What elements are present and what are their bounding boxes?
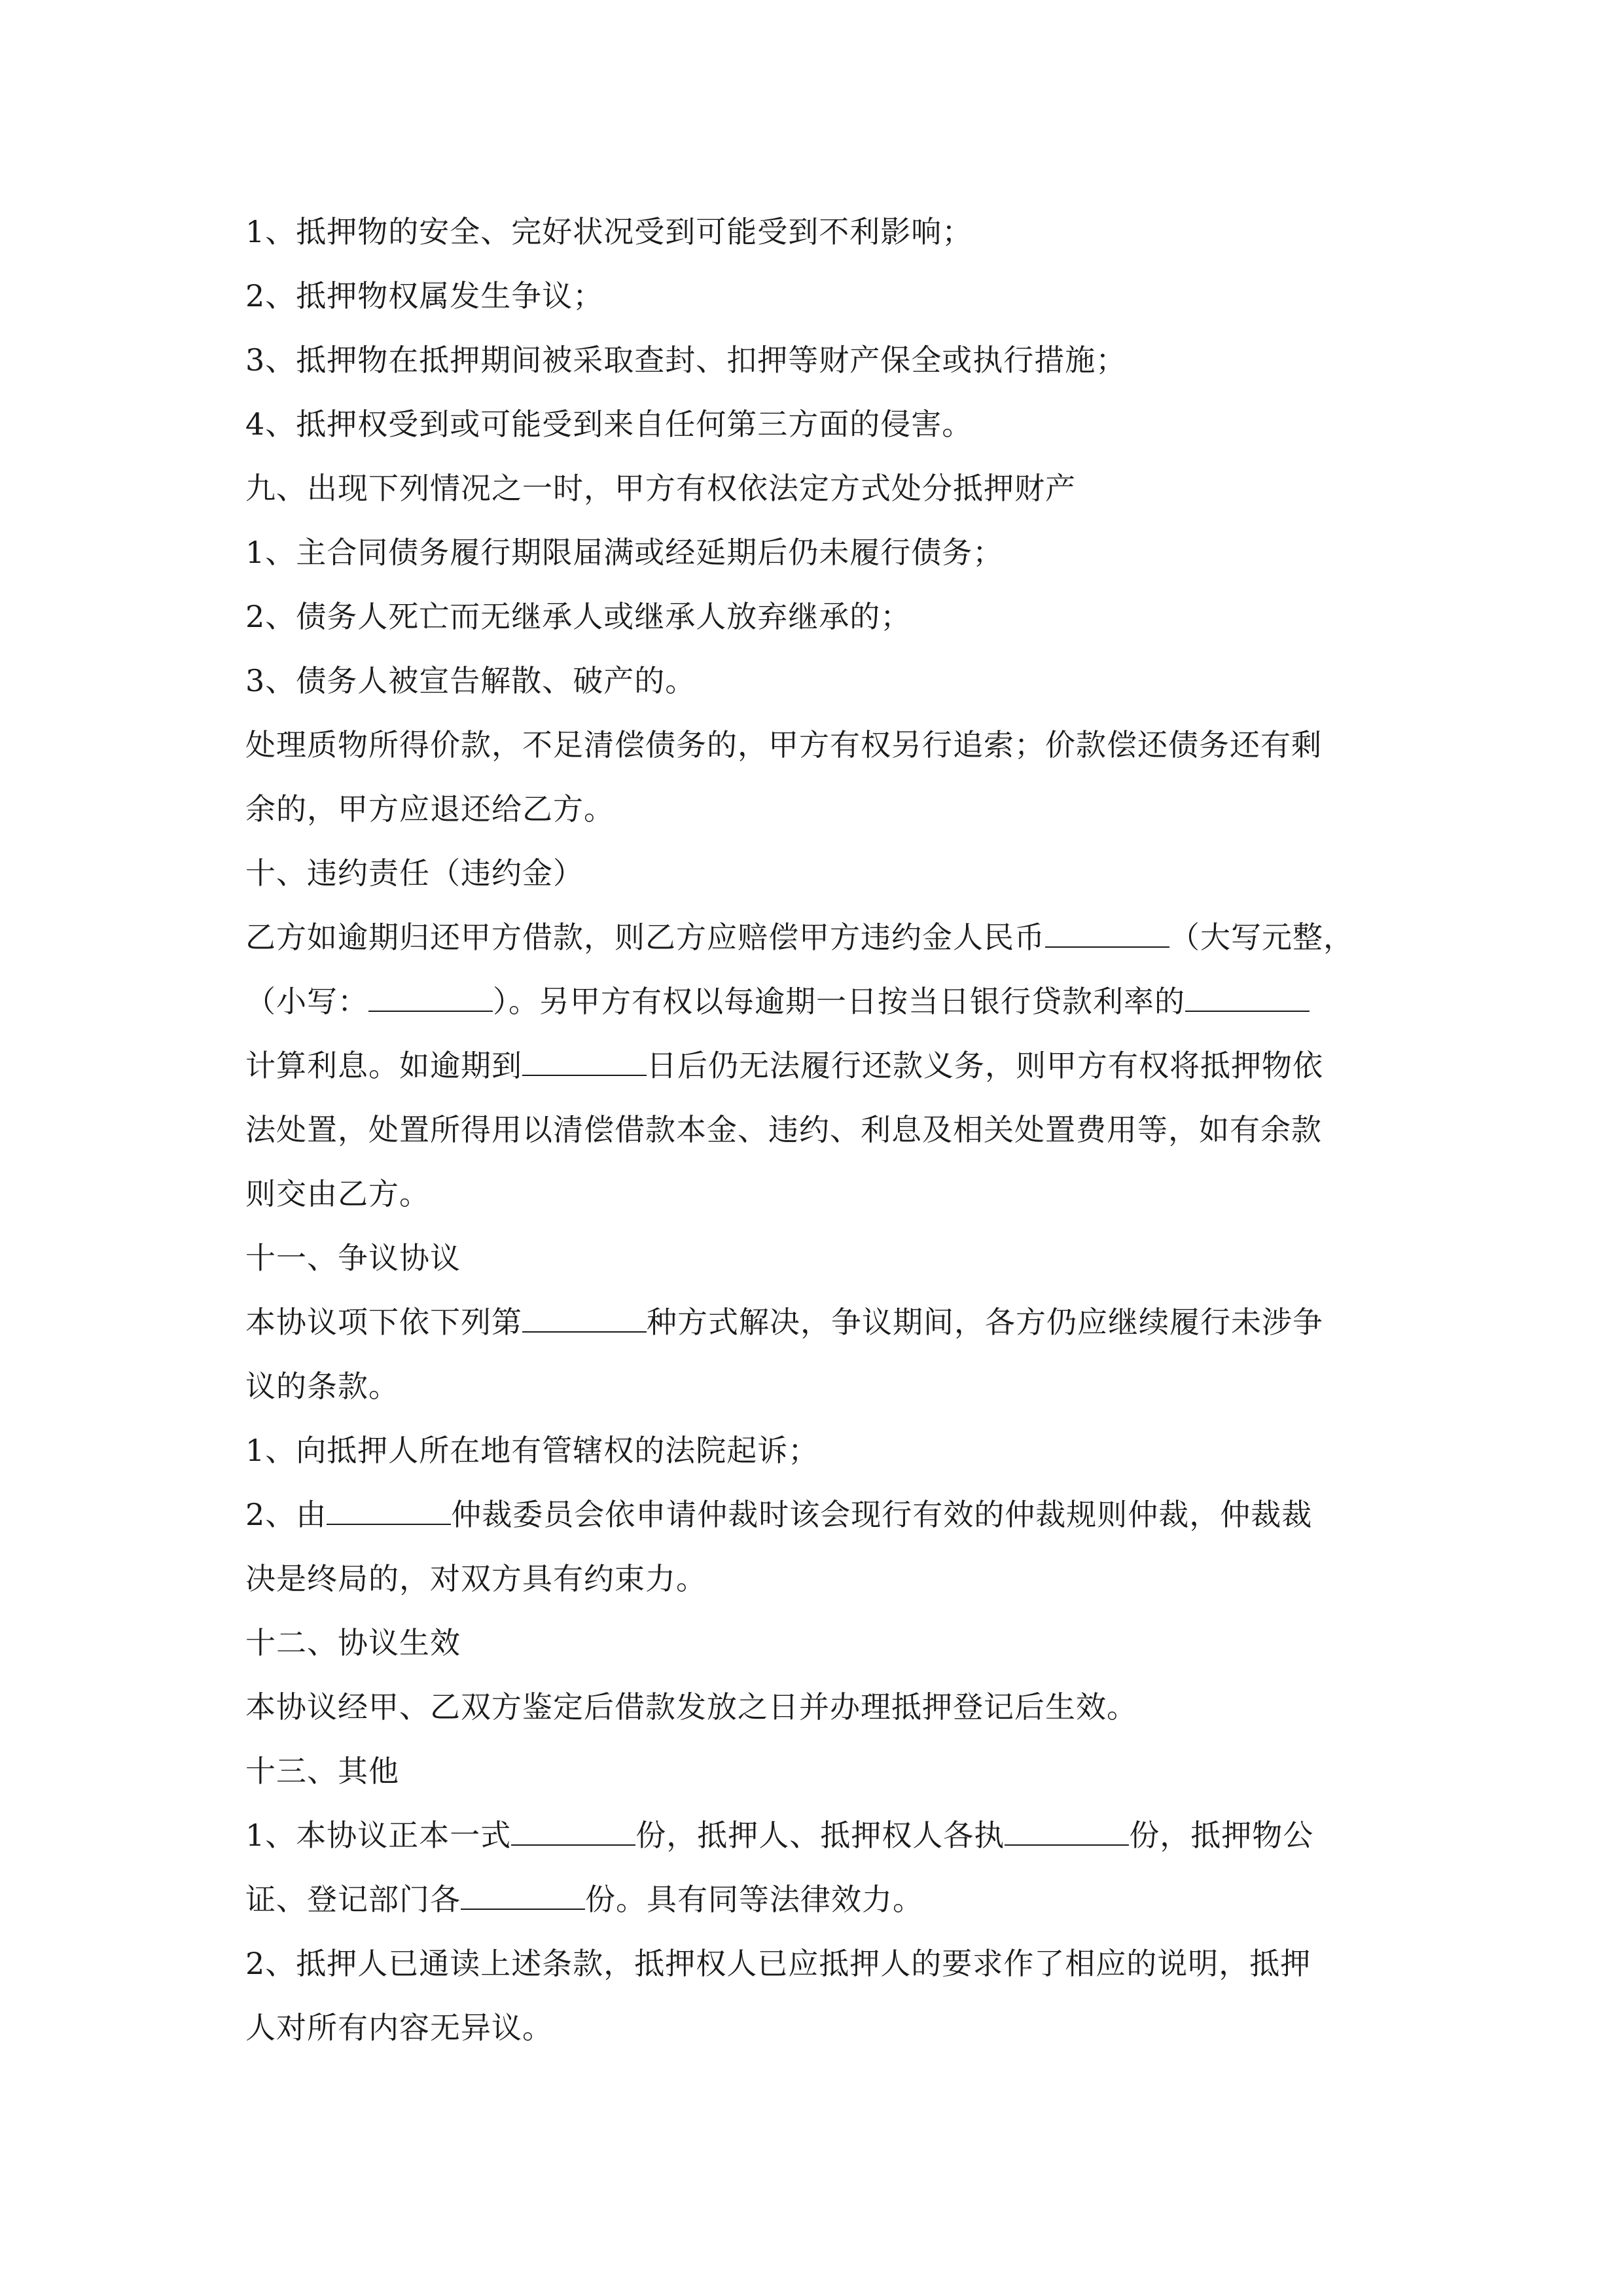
document-body xyxy=(245,200,1384,2060)
text-line xyxy=(245,969,1384,1033)
text-line xyxy=(245,1290,1384,1354)
text-segment: 份。具有同等法律效力。 xyxy=(585,1882,923,1917)
text-line xyxy=(245,905,1384,969)
text-segment: 本协议项下依下列第 xyxy=(245,1304,522,1340)
text-segment: 处理质物所得价款，不足清偿债务的，甲方有权另行追索；价款偿还债务还有剩 xyxy=(245,727,1322,762)
text-segment: 3、债务人被宣告解散、破产的。 xyxy=(245,663,696,698)
section-heading xyxy=(245,456,1384,520)
text-segment: 2、债务人死亡而无继承人或继承人放弃继承的； xyxy=(245,599,912,634)
text-segment: 1、向抵押人所在地有管辖权的法院起诉； xyxy=(245,1433,819,1468)
text-line xyxy=(245,649,1384,713)
text-segment: 十一、争议协议 xyxy=(245,1240,461,1276)
text-segment: 1、本协议正本一式 xyxy=(245,1818,512,1853)
text-segment: 计算利息。如逾期到 xyxy=(245,1048,522,1083)
text-segment: 2、由 xyxy=(245,1497,327,1532)
text-segment: 十二、协议生效 xyxy=(245,1625,461,1660)
text-line xyxy=(245,584,1384,649)
text-segment: （大写元整， xyxy=(1169,920,1354,955)
text-segment: 九、出现下列情况之一时，甲方有权依法定方式处分抵押财产 xyxy=(245,471,1076,506)
text-segment: 2、抵押物权属发生争议； xyxy=(245,278,604,314)
fill-blank[interactable] xyxy=(522,1049,647,1076)
text-line xyxy=(245,200,1384,264)
text-segment: ）。另甲方有权以每逾期一日按当日银行贷款利率的 xyxy=(493,984,1185,1019)
text-line xyxy=(245,264,1384,328)
text-segment: 证、登记部门各 xyxy=(245,1882,461,1917)
text-line xyxy=(245,713,1384,777)
text-segment: 1、抵押物的安全、完好状况受到可能受到不利影响； xyxy=(245,214,973,249)
text-segment: 决是终局的，对双方具有约束力。 xyxy=(245,1561,707,1596)
text-segment: 份，抵押人、抵押权人各执 xyxy=(635,1818,1005,1853)
text-segment: 十三、其他 xyxy=(245,1753,399,1789)
section-heading xyxy=(245,1611,1384,1675)
text-line xyxy=(245,520,1384,584)
fill-blank[interactable] xyxy=(511,1818,635,1846)
text-line xyxy=(245,1547,1384,1611)
text-segment: 1、主合同债务履行期限届满或经延期后仍未履行债务； xyxy=(245,535,1004,570)
text-line xyxy=(245,1418,1384,1482)
text-line xyxy=(245,1033,1384,1098)
text-line xyxy=(245,392,1384,456)
text-segment: 乙方如逾期归还甲方借款，则乙方应赔偿甲方违约金人民币 xyxy=(245,920,1045,955)
fill-blank[interactable] xyxy=(1185,984,1310,1012)
text-segment: 日后仍无法履行还款义务，则甲方有权将抵押物依 xyxy=(647,1048,1323,1083)
text-line xyxy=(245,1931,1384,1996)
text-line xyxy=(245,1354,1384,1418)
fill-blank[interactable] xyxy=(461,1882,585,1910)
text-segment: 份，抵押物公 xyxy=(1129,1818,1314,1853)
text-line xyxy=(245,1867,1384,1931)
text-line xyxy=(245,1803,1384,1867)
text-segment: 议的条款。 xyxy=(245,1369,399,1404)
text-segment: 本协议经甲、乙双方鉴定后借款发放之日并办理抵押登记后生效。 xyxy=(245,1689,1137,1725)
fill-blank[interactable] xyxy=(522,1305,647,1333)
text-segment: 人对所有内容无异议。 xyxy=(245,2010,553,2045)
text-line xyxy=(245,1996,1384,2060)
text-line xyxy=(245,1675,1384,1739)
section-heading xyxy=(245,1739,1384,1803)
text-line xyxy=(245,1482,1384,1547)
text-line xyxy=(245,328,1384,392)
text-line xyxy=(245,777,1384,841)
text-segment: 则交由乙方。 xyxy=(245,1176,430,1211)
text-line xyxy=(245,1162,1384,1226)
fill-blank[interactable] xyxy=(368,984,493,1012)
text-segment: 3、抵押物在抵押期间被采取查封、扣押等财产保全或执行措施； xyxy=(245,342,1127,378)
text-segment: 十、违约责任（违约金） xyxy=(245,855,584,891)
section-heading xyxy=(245,841,1384,905)
section-heading xyxy=(245,1226,1384,1290)
text-line xyxy=(245,1098,1384,1162)
text-segment: 法处置，处置所得用以清偿借款本金、违约、利息及相关处置费用等，如有余款 xyxy=(245,1112,1322,1147)
fill-blank[interactable] xyxy=(1045,920,1169,948)
text-segment: 仲裁委员会依申请仲裁时该会现行有效的仲裁规则仲裁，仲裁裁 xyxy=(451,1497,1313,1532)
text-segment: 4、抵押权受到或可能受到来自任何第三方面的侵害。 xyxy=(245,406,973,442)
text-segment: （小写： xyxy=(245,984,368,1019)
text-segment: 余的，甲方应退还给乙方。 xyxy=(245,791,615,827)
text-segment: 种方式解决，争议期间，各方仍应继续履行未涉争 xyxy=(647,1304,1323,1340)
fill-blank[interactable] xyxy=(327,1498,451,1525)
text-segment: 2、抵押人已通读上述条款，抵押权人已应抵押人的要求作了相应的说明，抵押 xyxy=(245,1946,1311,1981)
fill-blank[interactable] xyxy=(1005,1818,1129,1846)
